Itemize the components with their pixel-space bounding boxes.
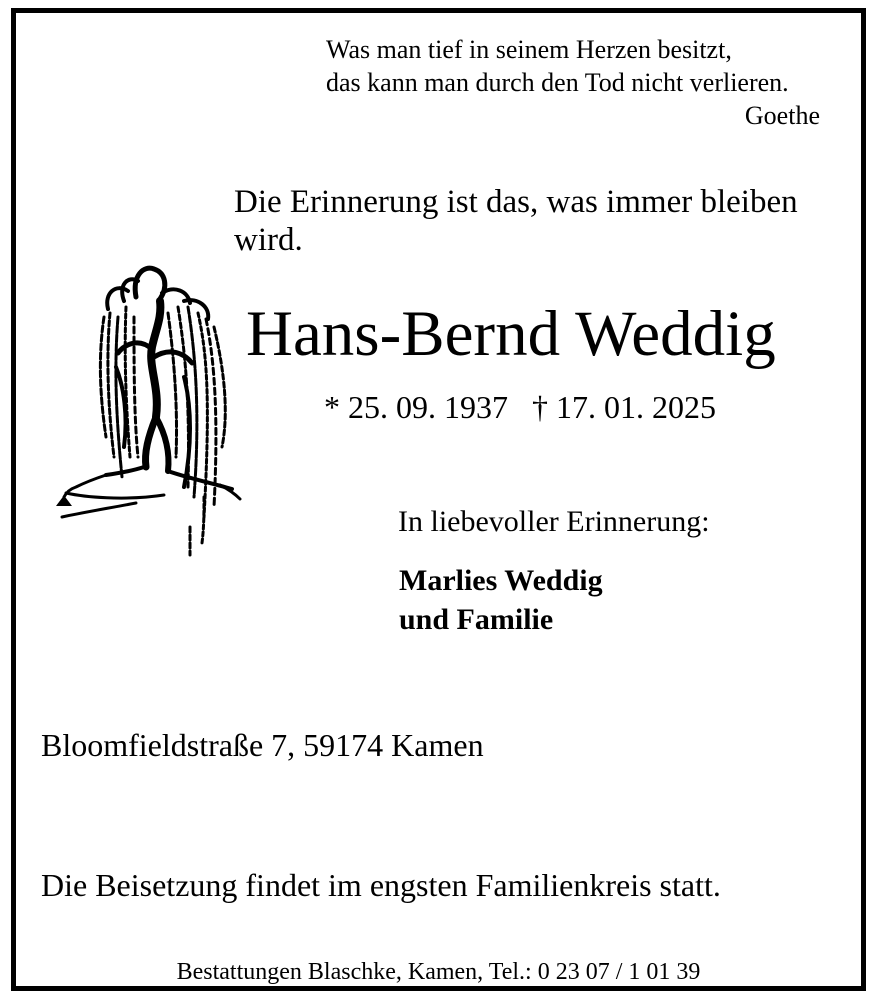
mourner-line-1: Marlies Weddig — [399, 564, 603, 597]
goethe-quote — [326, 33, 820, 132]
life-dates — [324, 387, 716, 427]
memory-text: Die Erinnerung ist das, was immer bleiben wird. — [234, 184, 798, 258]
address: Bloomfieldstraße 7, 59174 Kamen — [41, 727, 484, 763]
quote-line-2: das kann man durch den Tod nicht verlieren. — [326, 68, 789, 97]
death-notice — [11, 8, 866, 991]
burial-note: Die Beisetzung findet im engsten Familienkreis statt. — [41, 867, 721, 903]
undertaker-line: Bestattungen Blaschke, Kamen, Tel.: 0 23 07 / 1 01 39 — [176, 959, 701, 985]
death-date: † 17. 01. 2025 — [532, 389, 716, 425]
mourners — [399, 561, 603, 639]
quote-author: Goethe — [744, 101, 820, 130]
birth-date: * 25. 09. 1937 — [324, 389, 508, 425]
mourner-line-2: und Familie — [399, 603, 554, 636]
quote-line-1: Was man tief in seinem Herzen besitzt, — [326, 35, 732, 64]
weeping-willow-icon — [44, 257, 244, 557]
deceased-name: Hans-Bernd Weddig — [246, 298, 776, 370]
remembrance-line: In liebevoller Erinnerung: — [398, 505, 710, 538]
